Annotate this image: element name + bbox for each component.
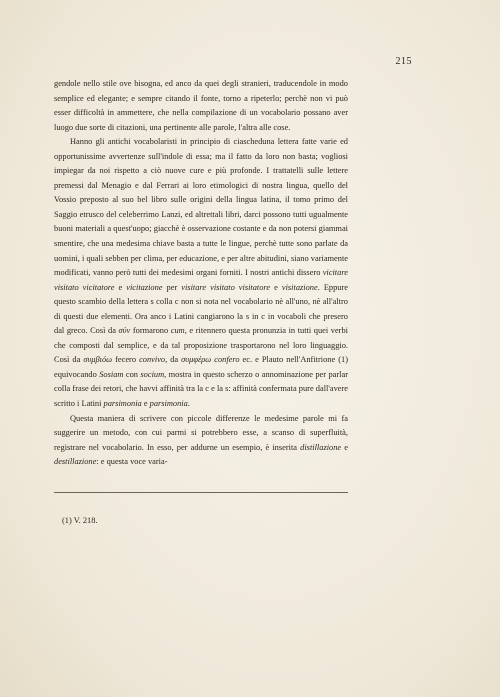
- paragraph-1: gendole nello stile ove bisogna, ed anco da quei degli stranieri, traducendole in modo semplice ed elegante; e sempre citando il fonte, torno a ripeterlo; perchè non vi può esser difficoltà in ammettere, che nella compilazione di un vocabolario possano aver luogo due sorte di citazioni, una pertinente alle parole, l'altra alle cose.: [54, 79, 348, 132]
- footnote-divider: [54, 492, 348, 493]
- footnote: (1) V. 218.: [62, 516, 98, 525]
- body-text: [54, 77, 348, 470]
- paragraph-2: Hanno gli antichi vocabolaristi in principio di ciascheduna lettera fatte varie ed opportunissime avvertenze sull'indole di essa; ma il fatto da loro non basta; vogliosi impiegar da noi rispetto a ciò nuove cure e più profonde. I trattatelli sulle lettere premessi dal Menagio e dal Ferrari ai loro etimologici di nostra lingua, quello del Vossio preposto al suo bel libro sulle origini della lingua latina, il tomo primo del Saggio etrusco del celeberrimo Lanzi, ed altrettali libri, darci possono tutti ugualmente buoni materiali a quest'uopo; giacchè è osservazione costante e da non potersi giammai smentire, che una medesima chiave basta a tutte le lingue, perchè tutte sono parlate da uomini, i quali sebben per clima, per educazione, e per altre abitudini, siano variamente modificati, vanno però tutti dei medesimi organi forniti. I nostri antichi dissero vicitare visitato vicitatore e vicitazione per visitare visitato visitatore e visitazione. Eppure questo scambio della lettera s colla c non si nota nel vocabolario nè all'uno, nè all'altro di questi due elementi. Ora anco i Latini cangiarono la s in c in vocaboli che presero dal greco. Così da σύν formarono cum, e ritennero questa pronunzia in tutti quei verbi che composti dal semplice, e da tal proposizione trasportarono nel loro linguaggio. Così da συμβιόω fecero convivo, da συμφέρω confero ec. e Plauto nell'Anfitrione (1) equivocando Sosiam con socium, mostra in questo scherzo o annominazione per parlar colla frase dei retori, che havvi affinità tra la c e la s: affinità confermata pure dall'avere scritto i Latini parsimonia e parsimonia.: [54, 137, 349, 409]
- paragraph-3: Questa maniera di scrivere con piccole differenze le medesime parole mi fa suggerire un metodo, con cui parmi si potrebbero esse, a scanso di superfluità, registrare nel vocabolario. In esso, per addurne un esempio, è inserita distillazione e destillazione: e questa voce varia-: [54, 413, 349, 467]
- page-number: 215: [395, 56, 412, 67]
